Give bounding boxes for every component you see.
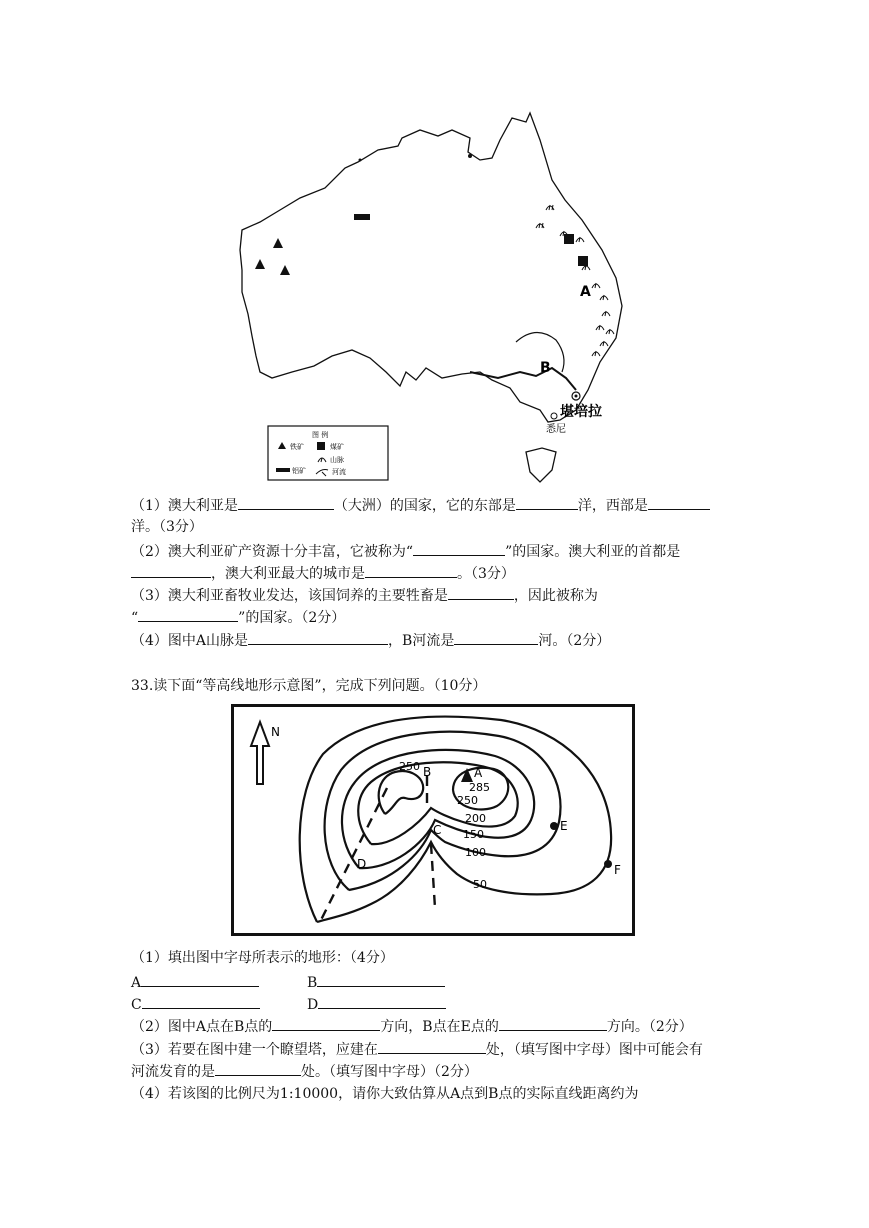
contour-label-100: 100 [465, 846, 486, 859]
map-label-a: A [580, 284, 591, 300]
q32-line-2 [131, 541, 680, 562]
legend-title: 图 例 [312, 431, 329, 439]
q32-4-text-c: 河。（2分） [538, 633, 611, 649]
answer-blank[interactable] [142, 994, 260, 1009]
answer-blank[interactable] [516, 495, 578, 510]
capital-icon-dot [575, 395, 578, 398]
q33-s3-text-a: （3）若要在图中建一个瞭望塔，应建在 [131, 1042, 378, 1058]
q32-3b-text-a: “ [131, 610, 139, 626]
q33-s1-label-a: A [131, 975, 142, 991]
legend-coal-icon [317, 442, 325, 450]
iron-ore-symbol [280, 265, 290, 275]
answer-blank[interactable] [448, 585, 514, 600]
contour-label-250-right: 250 [457, 794, 478, 807]
q33-s1-row2 [131, 994, 260, 1015]
river-b [470, 368, 576, 390]
city-dot-icon [551, 413, 557, 419]
q33-s4: （4）若该图的比例尺为1:10000，请你大致估算从A点到B点的实际直线距离约为 [131, 1086, 639, 1102]
q32-3-text-b: ，因此被称为 [513, 588, 598, 604]
label-a: A [474, 766, 483, 780]
q32-line-3 [131, 585, 598, 606]
label-e: E [560, 819, 568, 833]
contour-label-250-left: 250 [399, 760, 420, 773]
q33-s3b [131, 1061, 478, 1082]
contour-label-50: 50 [473, 878, 487, 891]
q32-line-3b [131, 607, 345, 628]
contour-label-150: 150 [463, 828, 484, 841]
q32-line-4 [131, 630, 610, 651]
q33-title: 33.读下面“等高线地形示意图”，完成下列问题。（10分） [131, 678, 487, 694]
q32-2-text-a: （2）澳大利亚矿产资源十分丰富，它被称为“ [131, 544, 414, 560]
answer-blank[interactable] [141, 972, 259, 987]
answer-blank[interactable] [378, 1039, 486, 1054]
city-sydney: 悉尼 [546, 424, 566, 435]
bauxite-symbol [354, 214, 370, 220]
answer-blank[interactable] [238, 495, 334, 510]
q32-line-1b: 洋。（3分） [131, 519, 203, 535]
answer-blank[interactable] [648, 495, 710, 510]
q33-s1-row2b [307, 994, 446, 1015]
q33-s2-text-a: （2）图中A点在B点的 [131, 1019, 273, 1035]
north-label: N [271, 725, 280, 739]
q33-s3b-text-b: 处。（填写图中字母）（2分） [301, 1064, 478, 1080]
q32-4-text-a: （4）图中A山脉是 [131, 633, 249, 649]
point-e-dot [550, 822, 558, 830]
q33-s2-text-b: 方向，B点在E点的 [380, 1019, 499, 1035]
q33-s1-label-c: C [131, 997, 142, 1013]
point-f-dot [604, 860, 612, 868]
q33-s1-row1b [307, 972, 445, 993]
q32-line-1 [131, 495, 710, 516]
legend-iron: 铁矿 [290, 443, 304, 451]
q32-2-text-b: ”的国家。澳大利亚的首都是 [505, 544, 681, 560]
q33-s3-text-b: 处，（填写图中字母）图中可能会有 [485, 1042, 703, 1058]
answer-blank[interactable] [318, 994, 446, 1009]
answer-blank[interactable] [248, 630, 388, 645]
label-d: D [357, 857, 367, 871]
coal-symbol [564, 234, 574, 244]
map-label-b: B [540, 360, 551, 376]
q32-4-text-b: ，B河流是 [388, 633, 455, 649]
contour-map [231, 704, 635, 936]
tasmania-outline [526, 448, 556, 482]
q32-1-text-b: （大洲）的国家，它的东部是 [333, 498, 516, 514]
island-dot [468, 154, 472, 158]
label-c: C [433, 823, 442, 837]
q32-line-2b [131, 563, 515, 584]
q33-s1: （1）填出图中字母所表示的地形：（4分） [131, 950, 394, 966]
iron-ore-symbol [255, 259, 265, 269]
australia-outline [240, 113, 622, 422]
q32-2b-text-a: ，澳大利亚最大的城市是 [211, 566, 365, 582]
q33-s1-label-b: B [307, 975, 318, 991]
q33-s3b-text-a: 河流发育的是 [131, 1064, 215, 1080]
q32-3-text-a: （3）澳大利亚畜牧业发达，该国饲养的主要牲畜是 [131, 588, 448, 604]
answer-blank[interactable] [499, 1016, 607, 1031]
coal-symbol [578, 256, 588, 266]
answer-blank[interactable] [317, 972, 445, 987]
q33-s1-row1 [131, 972, 259, 993]
label-b: B [423, 765, 432, 779]
q33-s1-label-d: D [307, 997, 319, 1013]
answer-blank[interactable] [138, 607, 238, 622]
iron-ore-symbol [273, 238, 283, 248]
answer-blank[interactable] [413, 541, 505, 556]
q33-s2-text-c: 方向。（2分） [606, 1019, 693, 1035]
answer-blank[interactable] [272, 1016, 380, 1031]
answer-blank[interactable] [454, 630, 538, 645]
q33-s3 [131, 1039, 703, 1060]
answer-blank[interactable] [215, 1061, 301, 1076]
contour-label-200: 200 [465, 812, 486, 825]
legend-bauxite: 铝矿 [292, 467, 306, 475]
legend-river: 河流 [332, 468, 346, 476]
answer-blank[interactable] [365, 563, 457, 578]
contour-map-frame [233, 706, 634, 935]
q32-2b-text-b: 。（3分） [457, 566, 515, 582]
q32-1-text-c: 洋，西部是 [577, 498, 648, 514]
answer-blank[interactable] [131, 563, 211, 578]
label-f: F [614, 863, 621, 877]
legend-mountain: 山脉 [330, 456, 344, 464]
mountain-range-a [536, 205, 614, 356]
australia-map [230, 110, 650, 490]
map-legend [268, 426, 388, 480]
q32-3b-text-b: ”的国家。（2分） [238, 610, 346, 626]
legend-coal: 煤矿 [330, 443, 344, 451]
island-dot [359, 159, 362, 162]
contour-label-285: 285 [469, 781, 490, 794]
q32-1-text-a: （1）澳大利亚是 [131, 498, 238, 514]
city-canberra: 堪培拉 [560, 404, 602, 420]
legend-bauxite-icon [276, 468, 290, 472]
q33-s2 [131, 1016, 693, 1037]
